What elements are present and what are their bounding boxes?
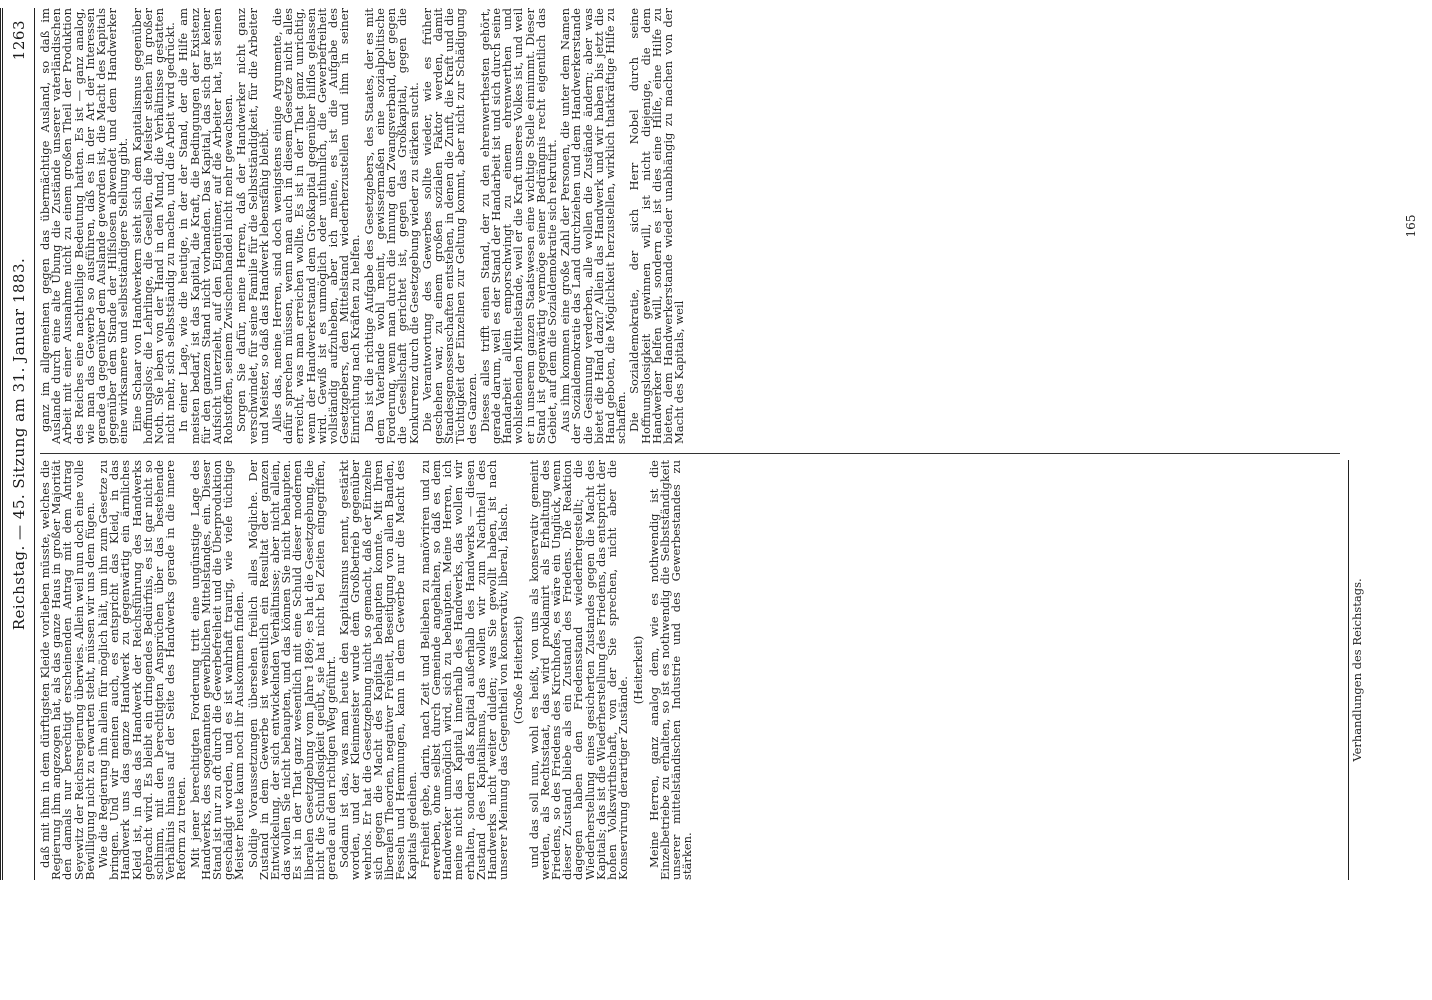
paragraph: Freiheit gebe, darin, nach Zeit und Belieben zu manövriren und zu erwerben, ohne selbst durch Gemeinde angehalten, so daß es dem Handwerker unmöglich wird, sich zu behaupten. Meine Herren, ich meine nicht das Kapital innerhalb des Handwerks, das wollen wir erhalten, sondern das Kapital außerhalb des Handwerks — diesen Zustand des Kapitalismus, das wollen wir zum Nachtheil des Handwerks nicht weiter dulden; was Sie gewollt haben, ist nach unserer Meinung das Gegentheil von konservativ, liberal, falsch.	[417, 460, 511, 880]
left-footer	[1348, 460, 1363, 880]
interjection: (Heiterkeit)	[631, 635, 646, 705]
paragraph: Sorgen Sie dafür, meine Herren, daß der Handwerker nicht ganz verschwindet, für seine Familie für die Selbstständigkeit, für die Arbeiter und Meister, so daß das Handwerk lebensfähig bleibt.	[234, 8, 271, 444]
paragraph: daß mit ihm in dem dürftigsten Kleide vorlieben müsste, welches die Regierung ihm angezogen hat, als das ganze Haus in großer Majorität den damals nur berechtigt erscheinenden Antrag mit dem Antrag Seyewitz der Reichsregierung überwies. Allein weil nun doch eine volle Bewilligung nicht zu erwarten steht, müssen wir uns dem fügen.	[38, 460, 97, 880]
header-page-number: 1263	[10, 20, 28, 61]
top-double-rule	[0, 8, 3, 880]
header-title: Reichstag. — 45. Sitzung am 31. Januar 1883.	[10, 257, 28, 631]
paragraph: Alles das, meine Herren, sind doch wenigstens einige Argumente, die dafür sprechen müssen, wenn man auch in diesem Gesetze nicht alles erreicht, was man erreichen wollte. Es ist in der That ganz unrichtig, wenn der Handwerkerstand dem Großkapital gegenüber hilflos gelassen wird. Gewiß ist es unmöglich oder unthunlich, die Gewerbefreiheit vollständig aufzuheben, aber ich meine, es ist die Aufgabe des Gesetzgebers, den Mittelstand wiederherzustellen und ihm in seiner Einrichtung nach Kräften zu helfen.	[270, 8, 363, 444]
footer-rule	[1348, 460, 1349, 880]
page-number: 165	[1404, 214, 1418, 238]
paragraph: Die Sozialdemokratie, der sich Herr Nobel durch seine Hoffnungslosigkeit gewinnen will, ist nicht diejenige, die dem Handwerker helfen will, sondern es ist dies eine Hilfe, eine Hilfe zu bieten, dem Handwerkerstande wieder unabhängig zu machen von der Macht des Kapitals, weil	[627, 8, 687, 444]
interjection: (Große Heiterkeit)	[511, 615, 526, 725]
paragraph: Aus ihm kommen eine große Zahl der Personen, die unter dem Namen der Sozialdemokratie das Land durchziehen und dem Handwerkerstande die Gesinnung verderben, alle wollen die Zustände ändern; aber was bietet die Hand dazu? Allein das Handwerk und wir haben bis jetzt die Hand geboten, die Möglichkeit herzustellen, wirklich thatkräftige Hilfe zu schaffen.	[558, 8, 629, 444]
paragraph: Das ist die richtige Aufgabe des Gesetzgebers, des Staates, der es mit dem Vaterlande wohl meint, gewissermaßen eine sozialpolitische Forderung, wenn man durch die Innung den Zwangsverband, der gegen die Gesellschaft gerichtet ist, gegen das Großkapital, gegen die Konkurrenz durch die Gesetzgebung wieder zu stärken sucht.	[361, 8, 421, 444]
paragraph: Wie die Regierung ihn allein für möglich hält, um ihn zum Gesetze zu bringen. Und wir meinen auch, es entspricht das Kleid, in das Handwerk uns das ganze Handwerk zu gegenwärtig ein ärmliches Kleid ist, in das das Handwerk der Reichsführung des Handwerks gebracht wird. Es bleibt ein dringendes Bedürfnis, es ist gar nicht so schlimm, mit den berechtigten Ansprüchen über das bestehende Verhältnis hinaus auf der Seite des Handwerks gerade in die innere Reform zu treten.	[96, 460, 189, 880]
header-rule	[34, 8, 35, 880]
paragraph: Sodann ist das, was man heute den Kapitalismus nennt, gestärkt worden, und der Kleinmeister wurde dem Großbetrieb gegenüber wehrlos. Er hat die Gesetzgebung nicht so gemacht, daß der Einzelne sich gegen die Macht des Kapitals behaupten konnte. Mit Ihren liberalen Theorien, negativer Freiheit, Beseitigung von allen Banden, Fesseln und Hemmungen, kann in dem Gewerbe nur die Macht des Kapitals gedeihen.	[337, 460, 419, 880]
footer-text: Verhandlungen des Reichstags.	[1350, 578, 1364, 762]
left-column	[40, 460, 1330, 880]
paragraph: Dieses alles trifft einen Stand, der zu den ehrenwerthesten gehört, gerade darum, weil es der Stand der Handarbeit ist und sich durch seine Handarbeit allein emporschwingt zu einem ehrenwerthen und wohlstehenden Mittelstande, weil er die Kraft unseres Volkes ist, und weil er in unserem ganzen Staatswesen eine wichtige Stelle einnimmt. Dieser Stand ist gegenwärtig vermöge seiner Bedrängnis recht eigentlich das Gebiet, auf dem die Sozialdemokratie sich rekrutirt.	[477, 8, 559, 444]
right-column	[40, 8, 1432, 444]
paragraph: Die Verantwortung des Gewerbes sollte wieder, wie es früher geschehen war, zu einem großen sozialen Faktor werden, damit Standesgenossenschaften entstehen, in denen die Zunft, die Kraft und die Tüchtigkeit der Einzelnen zur Geltung kommt, aber nicht zur Schädigung des Ganzen.	[419, 8, 479, 444]
paragraph: Eine Schaar von Handwerkern sieht sich dem Kapitalismus gegenüber hoffnungslos; die Lehrlinge, die Gesellen, die Meister stehen in großer Noth. Sie leben von der Hand in den Mund, die Verhältnisse gestatten nicht mehr, sich selbstständig zu machen, und die Arbeit wird gedrückt.	[129, 8, 178, 444]
column-divider	[40, 453, 1340, 454]
paragraph: In einer Lage, wie die heutige, in der der Stand, der die Hilfe am meisten bedarf, ist das Kapital, die Kraft, die Bedingungen der Existenz für den ganzen Stand nicht vorhanden. Das Kapital, das sich gar keiner Aufsicht unterzieht, auf den Eigentümer, auf die Arbeiter hat, ist seinen Rohstoffen, seinem Zwischenhandel nicht mehr gewachsen.	[176, 8, 236, 444]
paragraph: Soldije Voraussetzungen übersehen freilich alles Mögliche. Der Zustand in dem Gewerbe ist wesentlich ein Resultat der ganzen Entwickelung, der sich entwickelnden Verhältnisse; aber nicht allein, das wollen Sie nicht behaupten, und das können Sie nicht behaupten. Es ist in der That ganz wesentlich mit eine Schuld dieser modernen liberalen Gesetzgebung vom Jahre 1869; es hat die Gesetzgebung, die nicht die Schuldlosigkeit geübt, sie hat nicht bei Zeiten eingegriffen, gerade auf den richtigen Weg geführt.	[245, 460, 339, 880]
paragraph: ganz im allgemeinen gegen das übermächtige Ausland, so daß im Auslande durch eine alte Übung die Zustände unserer vaterländischen Arbeit mit einer Ausnahme nicht zu einem großen Theil der Produktion des Reiches eine nachtheilige Bedeutung hatten. Es ist — ganz analog, wie man das Gewerbe so ausführen, daß es in der Art der Interessen gerade da gegenüber dem Auslande geworden ist, die Macht des Kapitals gegenüber dem Stande der Hilfslosen abwendet und dem Handwerker eine wirksamere und selbstständigere Stellung gibt.	[38, 8, 131, 444]
paragraph: Mit jener berechtigten Forderung tritt eine ungünstige Lage des Handwerks, des sogenannten gewerblichen Mittelstandes, ein. Dieser Stand ist nur zu oft durch die Gewerbefreiheit und die Überproduktion geschädigt worden, und es ist wahrhaft traurig, wie viele tüchtige Meister heute kaum noch ihr Auskommen finden.	[187, 460, 247, 880]
paragraph: Meine Herren, ganz analog dem, wie es nothwendig ist die Einzelbetriebe zu erhalten, so ist es nothwendig die Selbstständigkeit unserer mittelständischen Industrie und des Gewerbestandes zu stärken.	[646, 460, 695, 880]
paragraph: und das soll nun, wohl es heißt, von uns als konservativ gemeint werden, als Rechtsstaat, das wird proklamirt als Erhaltung des Friedens, so des Friedens des Kirchhofes, es wäre ein Unglück, wenn dieser Zustand bliebe als ein Zustand des Friedens. Die Reaktion dagegen haben den Friedensstand wiederhergestellt; die Wiederherstellung eines gesicherten Zustandes gegen die Macht des Kapitals; das ist die Wiederherstellung des Friedens, das entspricht der hohen Volkswirthschaft, von der Sie sprechen, nicht aber die Konservirung derartiger Zustände.	[526, 460, 631, 880]
page-header	[6, 8, 32, 880]
